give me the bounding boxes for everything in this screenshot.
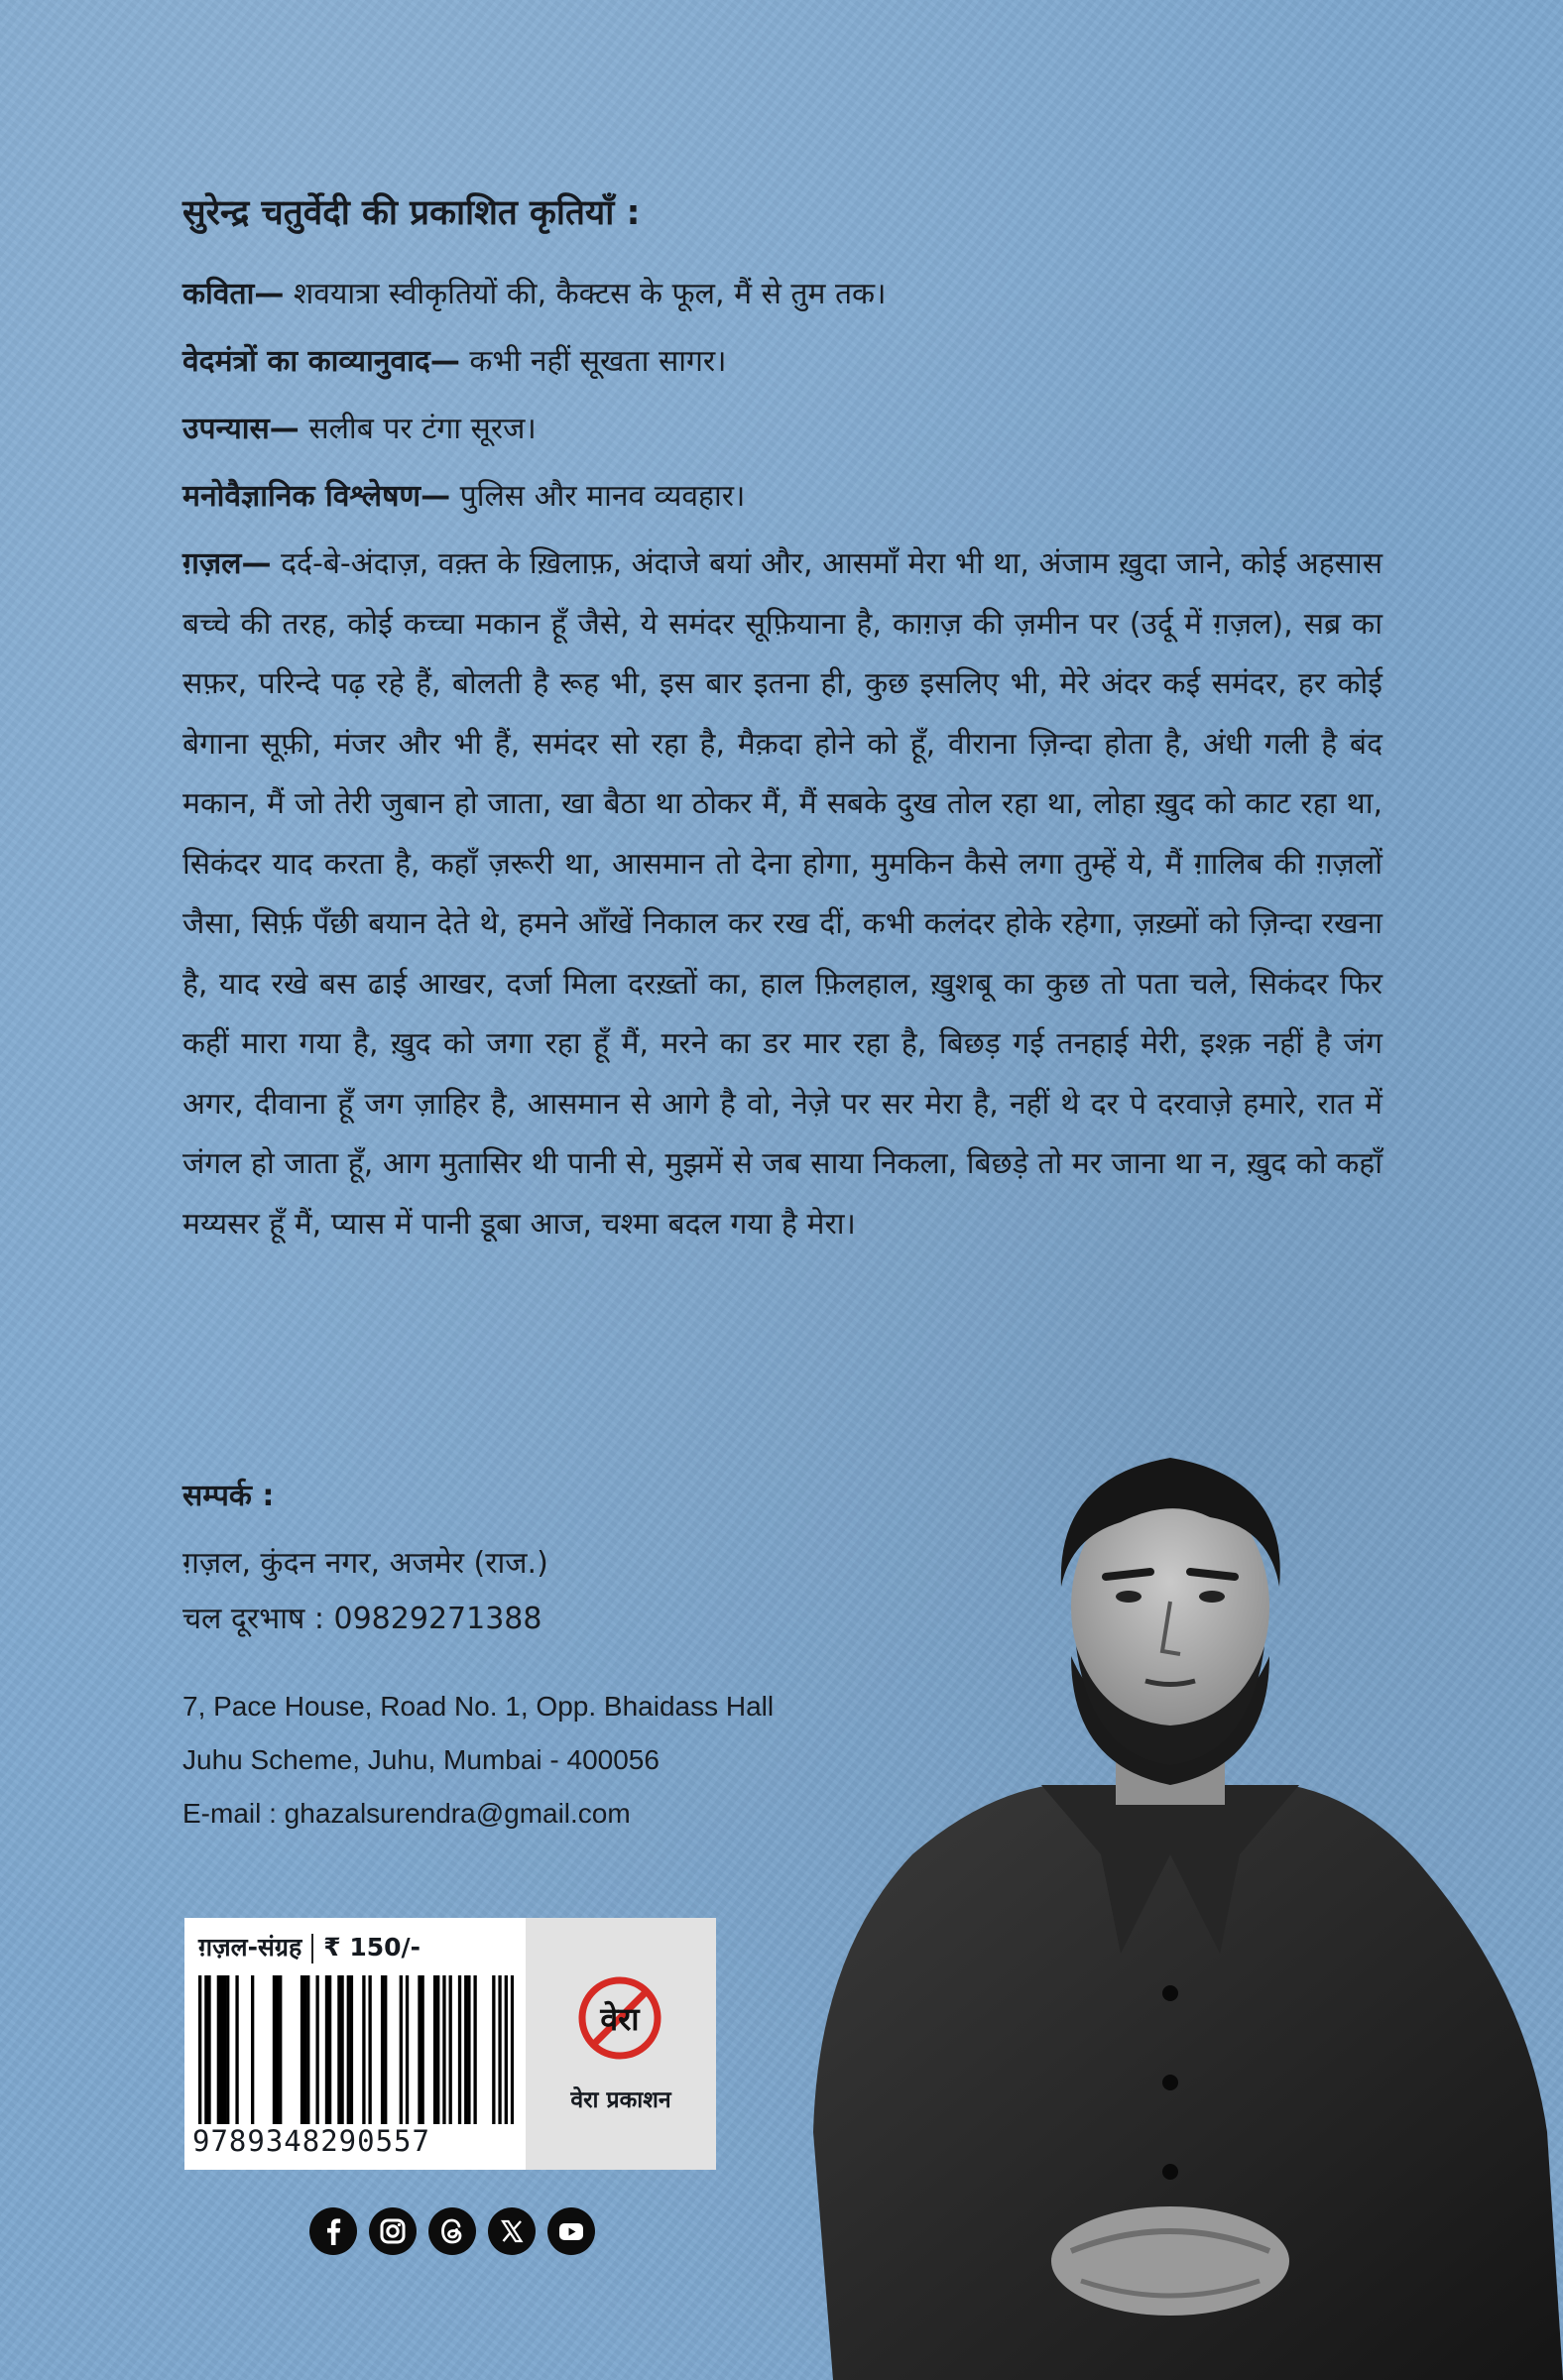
barcode-bar bbox=[400, 1975, 403, 2124]
barcode-bar bbox=[473, 1975, 476, 2124]
barcode-bar bbox=[464, 1975, 467, 2124]
ghazal-paragraph bbox=[182, 535, 1383, 1254]
facebook-icon[interactable] bbox=[309, 2207, 357, 2255]
barcode-bar bbox=[328, 1975, 331, 2124]
works-section bbox=[182, 188, 1383, 1254]
barcode-bar bbox=[442, 1975, 445, 2124]
publisher-logo-text: वेरा bbox=[600, 2000, 640, 2038]
barcode-bar bbox=[406, 1975, 409, 2124]
barcode-bar bbox=[235, 1975, 238, 2124]
isbn-number: 9789348290557 bbox=[192, 2124, 430, 2158]
contact-label: सम्पर्क : bbox=[182, 1479, 275, 1513]
barcode-panel bbox=[184, 1918, 716, 2170]
poetry-label: कविता— bbox=[182, 277, 285, 311]
author-portrait bbox=[774, 1438, 1563, 2380]
barcode-bar bbox=[511, 1975, 514, 2124]
instagram-icon[interactable] bbox=[369, 2207, 417, 2255]
barcode-bar bbox=[325, 1975, 328, 2124]
publisher-name: वेरा प्रकाशन bbox=[570, 2087, 671, 2113]
vedmantra-line bbox=[182, 332, 1383, 392]
novel-text: सलीब पर टंगा सूरज। bbox=[299, 412, 537, 446]
barcode-bar bbox=[362, 1975, 365, 2124]
barcode-bar bbox=[207, 1975, 210, 2124]
barcode-bar bbox=[381, 1975, 384, 2124]
vedmantra-label: वेदमंत्रों का काव्यानुवाद— bbox=[182, 344, 460, 379]
barcode-bar bbox=[303, 1975, 306, 2124]
works-heading: सुरेन्द्र चतुर्वेदी की प्रकाशित कृतियाँ : bbox=[182, 193, 641, 233]
vedmantra-text: कभी नहीं सूखता सागर। bbox=[459, 344, 727, 379]
publisher-block bbox=[526, 1918, 716, 2170]
psychology-text: पुलिस और मानव व्यवहार। bbox=[450, 479, 746, 514]
barcode-bar bbox=[467, 1975, 470, 2124]
barcode-bar bbox=[251, 1975, 254, 2124]
psychology-label: मनोवैज्ञानिक विश्लेषण— bbox=[182, 479, 451, 514]
barcode-bar bbox=[421, 1975, 423, 2124]
barcode-bar bbox=[276, 1975, 279, 2124]
barcode-bar bbox=[223, 1975, 226, 2124]
barcode-bars bbox=[198, 1975, 514, 2124]
ghazal-label: ग़ज़ल— bbox=[182, 546, 272, 581]
genre-label: ग़ज़ल-संग्रह bbox=[198, 1933, 302, 1962]
poetry-line bbox=[182, 265, 1383, 324]
ghazal-text: दर्द-बे-अंदाज़, वक़्त के ख़िलाफ़, अंदाजे बयां और, आसमाँ मेरा भी था, अंजाम ख़ुदा जाने, कोई अहसास बच्चे की तरह, कोई कच्चा मकान हूँ जैसे, ये समंदर सूफ़ियाना है, काग़ज़ की ज़मीन पर (उर्दू में ग़ज़ल), सब्र का सफ़र, परिन्दे पढ़ रहे हैं, बोलती है रूह भी, इस बार इतना ही, कुछ इसलिए भी, मेरे अंदर कई समंदर, हर कोई बेगाना सूफ़ी, मंजर और भी हैं, समंदर सो रहा है, मैक़दा होने को हूँ, वीराना ज़िन्दा होता है, अंधी गली है बंद मकान, मैं जो तेरी जुबान हो जाता, खा बैठा था ठोकर मैं, मैं सबके दुख तोल रहा था, लोहा ख़ुद को काट रहा था, सिकंदर याद करता है, कहाँ ज़रूरी था, आसमान तो देना होगा, मुमकिन कैसे लगा तुम्हें ये, मैं ग़ालिब की ग़ज़लों जैसा, सिर्फ़ पँछी बयान देते थे, हमने आँखें निकाल कर रख दीं, कभी कलंदर होके रहेगा, ज़ख़्मों को ज़िन्दा रखना है, याद रखे बस ढाई आखर, दर्जा मिला दरख़्तों का, हाल फ़िलहाल, ख़ुशबू का कुछ तो पता चले, सिकंदर फिर कहीं मारा गया है, ख़ुद को जगा रहा हूँ मैं, मरने का डर मार रहा है, बिछड़ गई तनहाई मेरी, इश्क़ नहीं है जंग अगर, दीवाना हूँ जग ज़ाहिर है, आसमान से आगे है वो, नेज़े पर सर मेरा है, नहीं थे दर पे दरवाज़े हमारे, रात में जंगल हो जाता हूँ, आग मुतासिर थी पानी से, मुझमें से जब साया निकला, बिछड़े तो मर जाना था न, ख़ुद को कहाँ मय्यसर हूँ मैं, प्यास में पानी डूबा आज, चश्मा बदल गया है मेरा। bbox=[182, 546, 1383, 1242]
barcode-bar bbox=[220, 1975, 223, 2124]
barcode-bar bbox=[273, 1975, 276, 2124]
barcode-bar bbox=[337, 1975, 340, 2124]
contact-phone: चल दूरभाष : 09829271388 bbox=[182, 1602, 542, 1636]
barcode-bar bbox=[498, 1975, 501, 2124]
novel-label: उपन्यास— bbox=[182, 412, 300, 446]
barcode-bar bbox=[449, 1975, 452, 2124]
poetry-text: शवयात्रा स्वीकृतियों की, कैक्टस के फूल, मैं से तुम तक। bbox=[284, 277, 887, 311]
email-line: E-mail : ghazalsurendra@gmail.com bbox=[182, 1798, 631, 1829]
barcode-area bbox=[184, 1918, 526, 2170]
psychology-line bbox=[182, 467, 1383, 527]
barcode-bar bbox=[306, 1975, 309, 2124]
barcode-bar bbox=[384, 1975, 387, 2124]
barcode-bar bbox=[217, 1975, 220, 2124]
barcode-bar bbox=[458, 1975, 461, 2124]
contact-section bbox=[182, 1474, 877, 1647]
address-line-1: 7, Pace House, Road No. 1, Opp. Bhaidass Hall bbox=[182, 1691, 775, 1722]
barcode-bar bbox=[418, 1975, 421, 2124]
youtube-icon[interactable] bbox=[547, 2207, 595, 2255]
threads-icon[interactable] bbox=[428, 2207, 476, 2255]
barcode-bar bbox=[350, 1975, 353, 2124]
barcode-bar bbox=[204, 1975, 207, 2124]
barcode-bar bbox=[340, 1975, 343, 2124]
address-line-2: Juhu Scheme, Juhu, Mumbai - 400056 bbox=[182, 1744, 660, 1775]
barcode-bar bbox=[505, 1975, 508, 2124]
barcode-bar bbox=[436, 1975, 439, 2124]
social-links bbox=[309, 2207, 595, 2255]
barcode-bar bbox=[492, 1975, 495, 2124]
barcode-bar bbox=[368, 1975, 371, 2124]
barcode-bar bbox=[315, 1975, 318, 2124]
barcode-bar bbox=[198, 1975, 201, 2124]
publisher-logo bbox=[575, 1973, 664, 2063]
price-label: ₹ 150/- bbox=[323, 1933, 421, 1962]
barcode-bar bbox=[226, 1975, 229, 2124]
barcode-bar bbox=[279, 1975, 282, 2124]
contact-address-hindi: ग़ज़ल, कुंदन नगर, अजमेर (राज.) bbox=[182, 1546, 548, 1581]
barcode-bar bbox=[347, 1975, 350, 2124]
barcode-bar bbox=[301, 1975, 303, 2124]
barcode-bar bbox=[433, 1975, 436, 2124]
x-icon[interactable] bbox=[488, 2207, 536, 2255]
barcode-header bbox=[198, 1930, 421, 1964]
header-divider bbox=[311, 1934, 313, 1964]
novel-line bbox=[182, 400, 1383, 459]
